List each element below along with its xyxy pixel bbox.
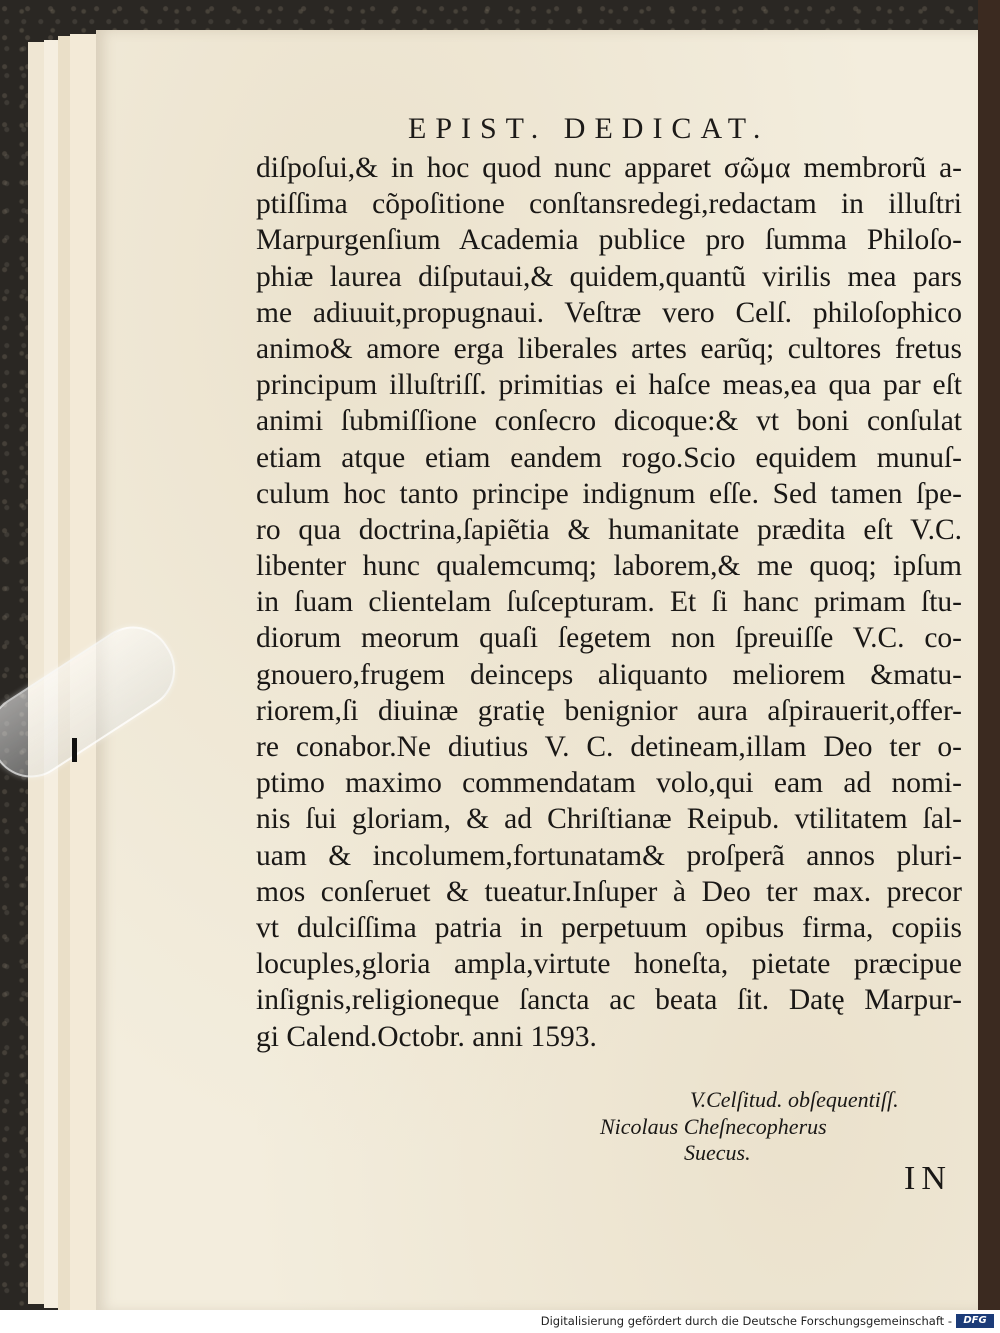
body-text	[256, 150, 962, 1055]
footer-credit: Digitalisierung gefördert durch die Deutsche Forschungsgemeinschaft -	[540, 1314, 952, 1328]
text-line: libenter hunc qualemcumq; laborem,& me quoq; ipſum	[256, 550, 962, 583]
dfg-logo: DFG	[956, 1314, 994, 1328]
text-line: principum illuſtriſſ. primitias ei haſce meas,ea qua par eſt	[256, 369, 962, 402]
text-line: ptimo maximo commendatam volo,qui eam ad nomi-	[256, 767, 962, 800]
text-line: inſignis,religioneque ſancta ac beata ſit. Datę Marpur-	[256, 984, 962, 1017]
text-line: me adiuuit,propugnaui. Veſtræ vero Celſ. philoſophico	[256, 296, 962, 329]
text-line: etiam atque etiam eandem rogo.Scio equidem munuſ-	[256, 441, 962, 474]
text-line: vt dulciſſima patria in perpetuum opibus firma, copiis	[256, 911, 962, 944]
text-line: animo& amore erga liberales artes earũq; cultores fretus	[256, 332, 962, 365]
text-line: diſpoſui,& in hoc quod nunc apparet σῶμα membrorũ a-	[256, 152, 962, 184]
running-head: EPIST. DEDICAT.	[408, 112, 770, 145]
catchword: IN	[904, 1160, 952, 1197]
text-line: culum hoc tanto principe indignum eſſe. Sed tamen ſpe-	[256, 477, 962, 510]
text-line: in ſuam clientelam ſuſcepturam. Et ſi hanc primam ſtu-	[256, 586, 962, 619]
text-line: ro qua doctrina,ſapiẽtia & humanitate prædita eſt V.C.	[256, 513, 962, 546]
signature-line: V.Celſitud. obſequentiſſ.	[690, 1087, 899, 1112]
text-line: uam & incolumem,fortunatam& proſperã annos pluri-	[256, 839, 962, 872]
text-line: phiæ laurea diſputaui,& quidem,quantũ virilis mea pars	[256, 260, 962, 293]
text-line: gnouero,frugem deinceps aliquanto meliorem &matu-	[256, 658, 962, 691]
binding-strip	[978, 0, 1000, 1310]
text-line: locuples,gloria ampla,virtute honeſta, pietate præcipue	[256, 948, 962, 981]
text-line: ptiſſima cõpoſitione conſtansredegi,redactam in illuſtri	[256, 188, 962, 221]
text-line: diorum meorum quaſi ſegetem non ſpreuiſſe V.C. co-	[256, 622, 962, 655]
signature-origin: Suecus.	[684, 1140, 751, 1165]
signature-name: Nicolaus Cheſnecopherus	[600, 1114, 827, 1139]
text-line: animi ſubmiſſione conſecro dicoque:& vt boni conſulat	[256, 405, 962, 438]
text-line: re conabor.Ne diutius V. C. detineam,illam Deo ter o-	[256, 731, 962, 763]
text-line: mos conſeruet & tueatur.Inſuper à Deo ter max. precor	[256, 875, 962, 908]
text-line: nis ſui gloriam, & ad Chriſtianæ Reipub. vtilitatem ſal-	[256, 803, 962, 836]
text-line: gi Calend.Octobr. anni 1593.	[256, 1020, 597, 1053]
clip-mark	[72, 738, 77, 762]
text-line: Marpurgenſium Academia publice pro ſumma Philoſo-	[256, 224, 962, 257]
footer-bar	[0, 1310, 1000, 1333]
text-line: riorem,ſi diuinæ gratię benignior aura aſpirauerit,offer-	[256, 694, 962, 727]
